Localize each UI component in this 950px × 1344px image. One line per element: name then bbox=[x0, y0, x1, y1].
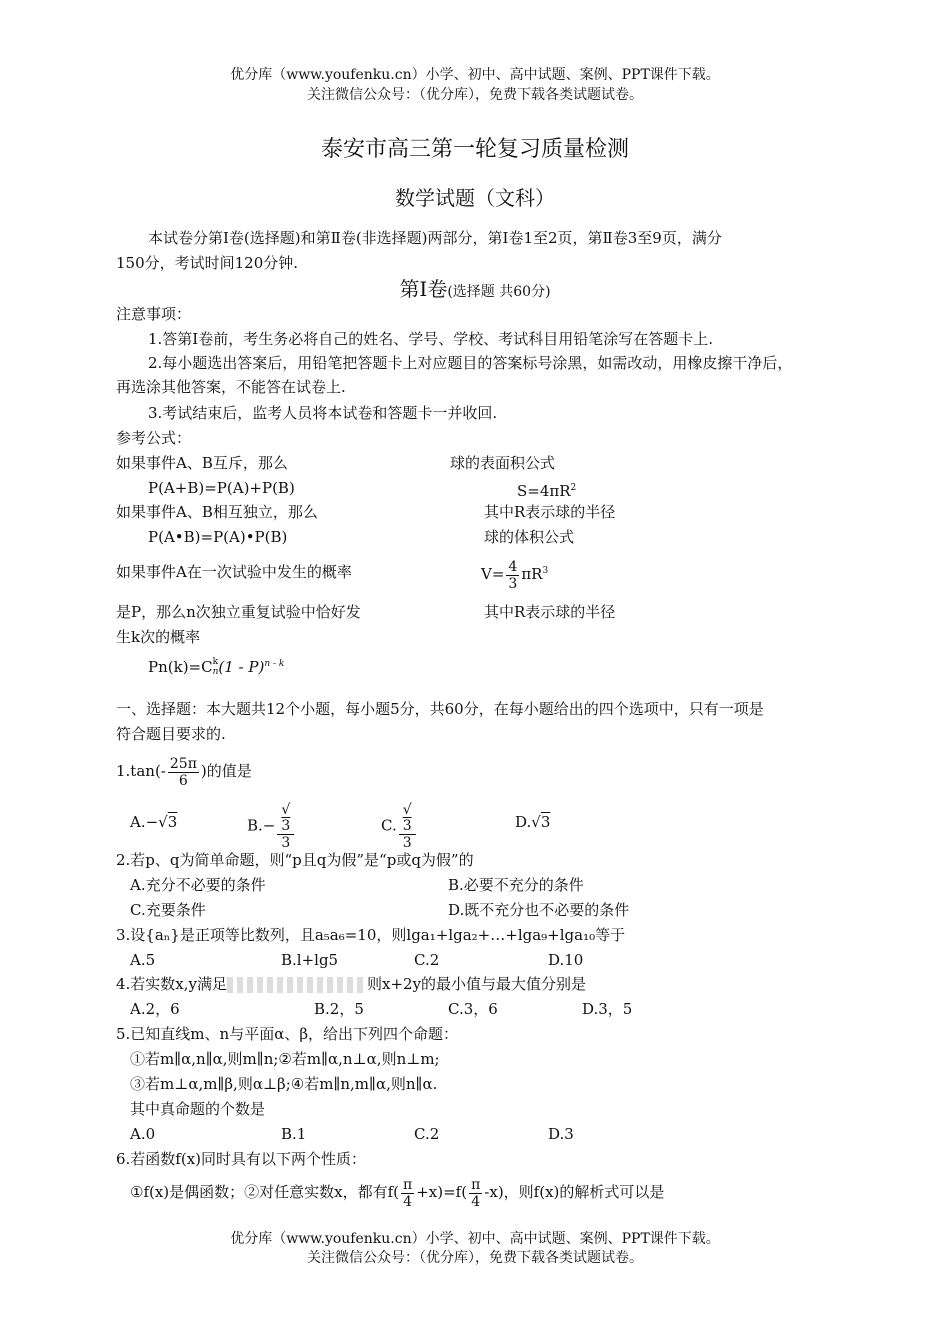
question-5: 5.已知直线m、n与平面α、β，给出下列四个命题： bbox=[116, 1025, 458, 1043]
question-6: 6.若函数f(x)同时具有以下两个性质： bbox=[116, 1150, 367, 1168]
q3-option-b: B.l+lg5 bbox=[281, 951, 339, 969]
q5-option-a: A.0 bbox=[130, 1125, 156, 1143]
question-2: 2.若p、q为简单命题，则“p且q为假”是“p或q为假”的 bbox=[116, 851, 474, 869]
q5-option-c: C.2 bbox=[414, 1125, 440, 1143]
formula-l8: Pn(k)=C k n (1 - P)$^{n - k}$ bbox=[148, 657, 285, 677]
q2-option-b: B.必要不充分的条件 bbox=[448, 876, 584, 894]
intro-line1: 本试卷分第Ⅰ卷(选择题)和第Ⅱ卷(非选择题)两部分，第Ⅰ卷1至2页，第Ⅱ卷3至9页，满分 bbox=[148, 229, 722, 247]
q3-option-d: D.10 bbox=[548, 951, 584, 969]
formula-l4: P(A•B)=P(A)•P(B) bbox=[148, 528, 288, 546]
page-footer-line2: 关注微信公众号：（优分库），免费下载各类试题试卷。 bbox=[307, 1250, 643, 1266]
q1-option-b: B.− √ 3 3 bbox=[247, 802, 296, 851]
notes-heading: 注意事项： bbox=[116, 305, 192, 323]
note-1: 1.答第Ⅰ卷前，考生务必将自己的姓名、学号、学校、考试科目用铅笔涂写在答题卡上. bbox=[148, 330, 714, 348]
q4-option-d: D.3，5 bbox=[582, 1000, 633, 1018]
formula-l1: 如果事件A、B互斥，那么 bbox=[116, 454, 288, 472]
formula-l3: 如果事件A、B相互独立，那么 bbox=[116, 503, 318, 521]
q1-option-a: A.−√3 bbox=[130, 813, 178, 831]
exam-title: 泰安市高三第一轮复习质量检测 bbox=[320, 137, 629, 162]
part1-line2: 符合题目要求的. bbox=[116, 725, 226, 743]
formula-r5: V= $\frac{4}{3}$ $\pi R^3$ bbox=[481, 558, 549, 592]
formula-r1: 球的表面积公式 bbox=[450, 454, 556, 472]
q3-option-a: A.5 bbox=[130, 951, 156, 969]
section-note: (选择题 共60分) bbox=[447, 284, 551, 300]
formula-r3: 其中R表示球的半径 bbox=[484, 503, 616, 521]
formula-l7: 生k次的概率 bbox=[116, 628, 201, 646]
formula-r4: 球的体积公式 bbox=[484, 528, 575, 546]
note-2a: 2.每小题选出答案后，用铅笔把答题卡上对应题目的答案标号涂黑，如需改动，用橡皮擦干净后， bbox=[148, 354, 793, 372]
page-header-line2: 关注微信公众号：（优分库），免费下载各类试题试卷。 bbox=[307, 87, 643, 103]
formula-r2: $S=4\pi R^2$ bbox=[517, 482, 577, 500]
exam-subtitle: 数学试题（文科） bbox=[395, 186, 555, 210]
constraint-system-image bbox=[227, 977, 367, 993]
q5-prompt: 其中真命题的个数是 bbox=[130, 1100, 266, 1118]
note-2b: 再选涂其他答案，不能答在试卷上. bbox=[116, 378, 346, 396]
question-3: 3.设{aₙ}是正项等比数列，且a₅a₆=10，则lga₁+lga₂+…+lga₉+lga₁₀等于 bbox=[116, 926, 626, 944]
q5-option-b: B.1 bbox=[281, 1125, 307, 1143]
question-1: 1.tan(- $\frac{25\pi}{6}$ )的值是 bbox=[116, 755, 252, 789]
q3-option-c: C.2 bbox=[414, 951, 440, 969]
formula-l2: P(A+B)=P(A)+P(B) bbox=[148, 479, 295, 497]
section-title: 第Ⅰ卷 bbox=[399, 277, 448, 301]
q5-proposition-1: ①若m∥α,n∥α,则m∥n;②若m∥α,n⊥α,则n⊥m; bbox=[130, 1050, 440, 1068]
formulas-heading: 参考公式： bbox=[116, 429, 192, 447]
formula-r6: 其中R表示球的半径 bbox=[484, 603, 616, 621]
q4-option-a: A.2，6 bbox=[130, 1000, 180, 1018]
section-heading bbox=[0, 277, 950, 304]
q5-proposition-2: ③若m⊥α,m∥β,则α⊥β;④若m∥n,m∥α,则n∥α. bbox=[130, 1075, 438, 1093]
page-footer-line1: 优分库（www.youfenku.cn）小学、初中、高中试题、案例、PPT课件下载。 bbox=[230, 1231, 720, 1247]
question-4: 4.若实数x,y满足 则x+2y的最小值与最大值分别是 bbox=[116, 975, 587, 993]
q2-option-d: D.既不充分也不必要的条件 bbox=[448, 901, 630, 919]
q1-option-d: D.√3 bbox=[515, 813, 551, 831]
q2-option-a: A.充分不必要的条件 bbox=[130, 876, 266, 894]
q4-option-c: C.3，6 bbox=[448, 1000, 498, 1018]
formula-l5: 如果事件A在一次试验中发生的概率 bbox=[116, 563, 352, 581]
q5-option-d: D.3 bbox=[548, 1125, 574, 1143]
note-3: 3.考试结束后，监考人员将本试卷和答题卡一并收回. bbox=[148, 404, 498, 422]
q6-conditions: ①f(x)是偶函数；②对任意实数x，都有f( $\frac{\pi}{4}$ +x)=f( $\frac{\pi}{4}$ -x)，则f(x)的解析式可以是 bbox=[130, 1176, 665, 1210]
q2-option-c: C.充要条件 bbox=[130, 901, 206, 919]
part1-line1: 一、选择题：本大题共12个小题，每小题5分，共60分，在每小题给出的四个选项中，只有一项是 bbox=[116, 700, 764, 718]
intro-line2: 150分，考试时间120分钟. bbox=[116, 254, 299, 272]
formula-l6: 是P，那么n次独立重复试验中恰好发 bbox=[116, 603, 361, 621]
q1-option-c: C. √ 3 3 bbox=[381, 802, 418, 851]
page-header-line1: 优分库（www.youfenku.cn）小学、初中、高中试题、案例、PPT课件下载。 bbox=[230, 67, 720, 83]
q4-option-b: B.2，5 bbox=[314, 1000, 364, 1018]
